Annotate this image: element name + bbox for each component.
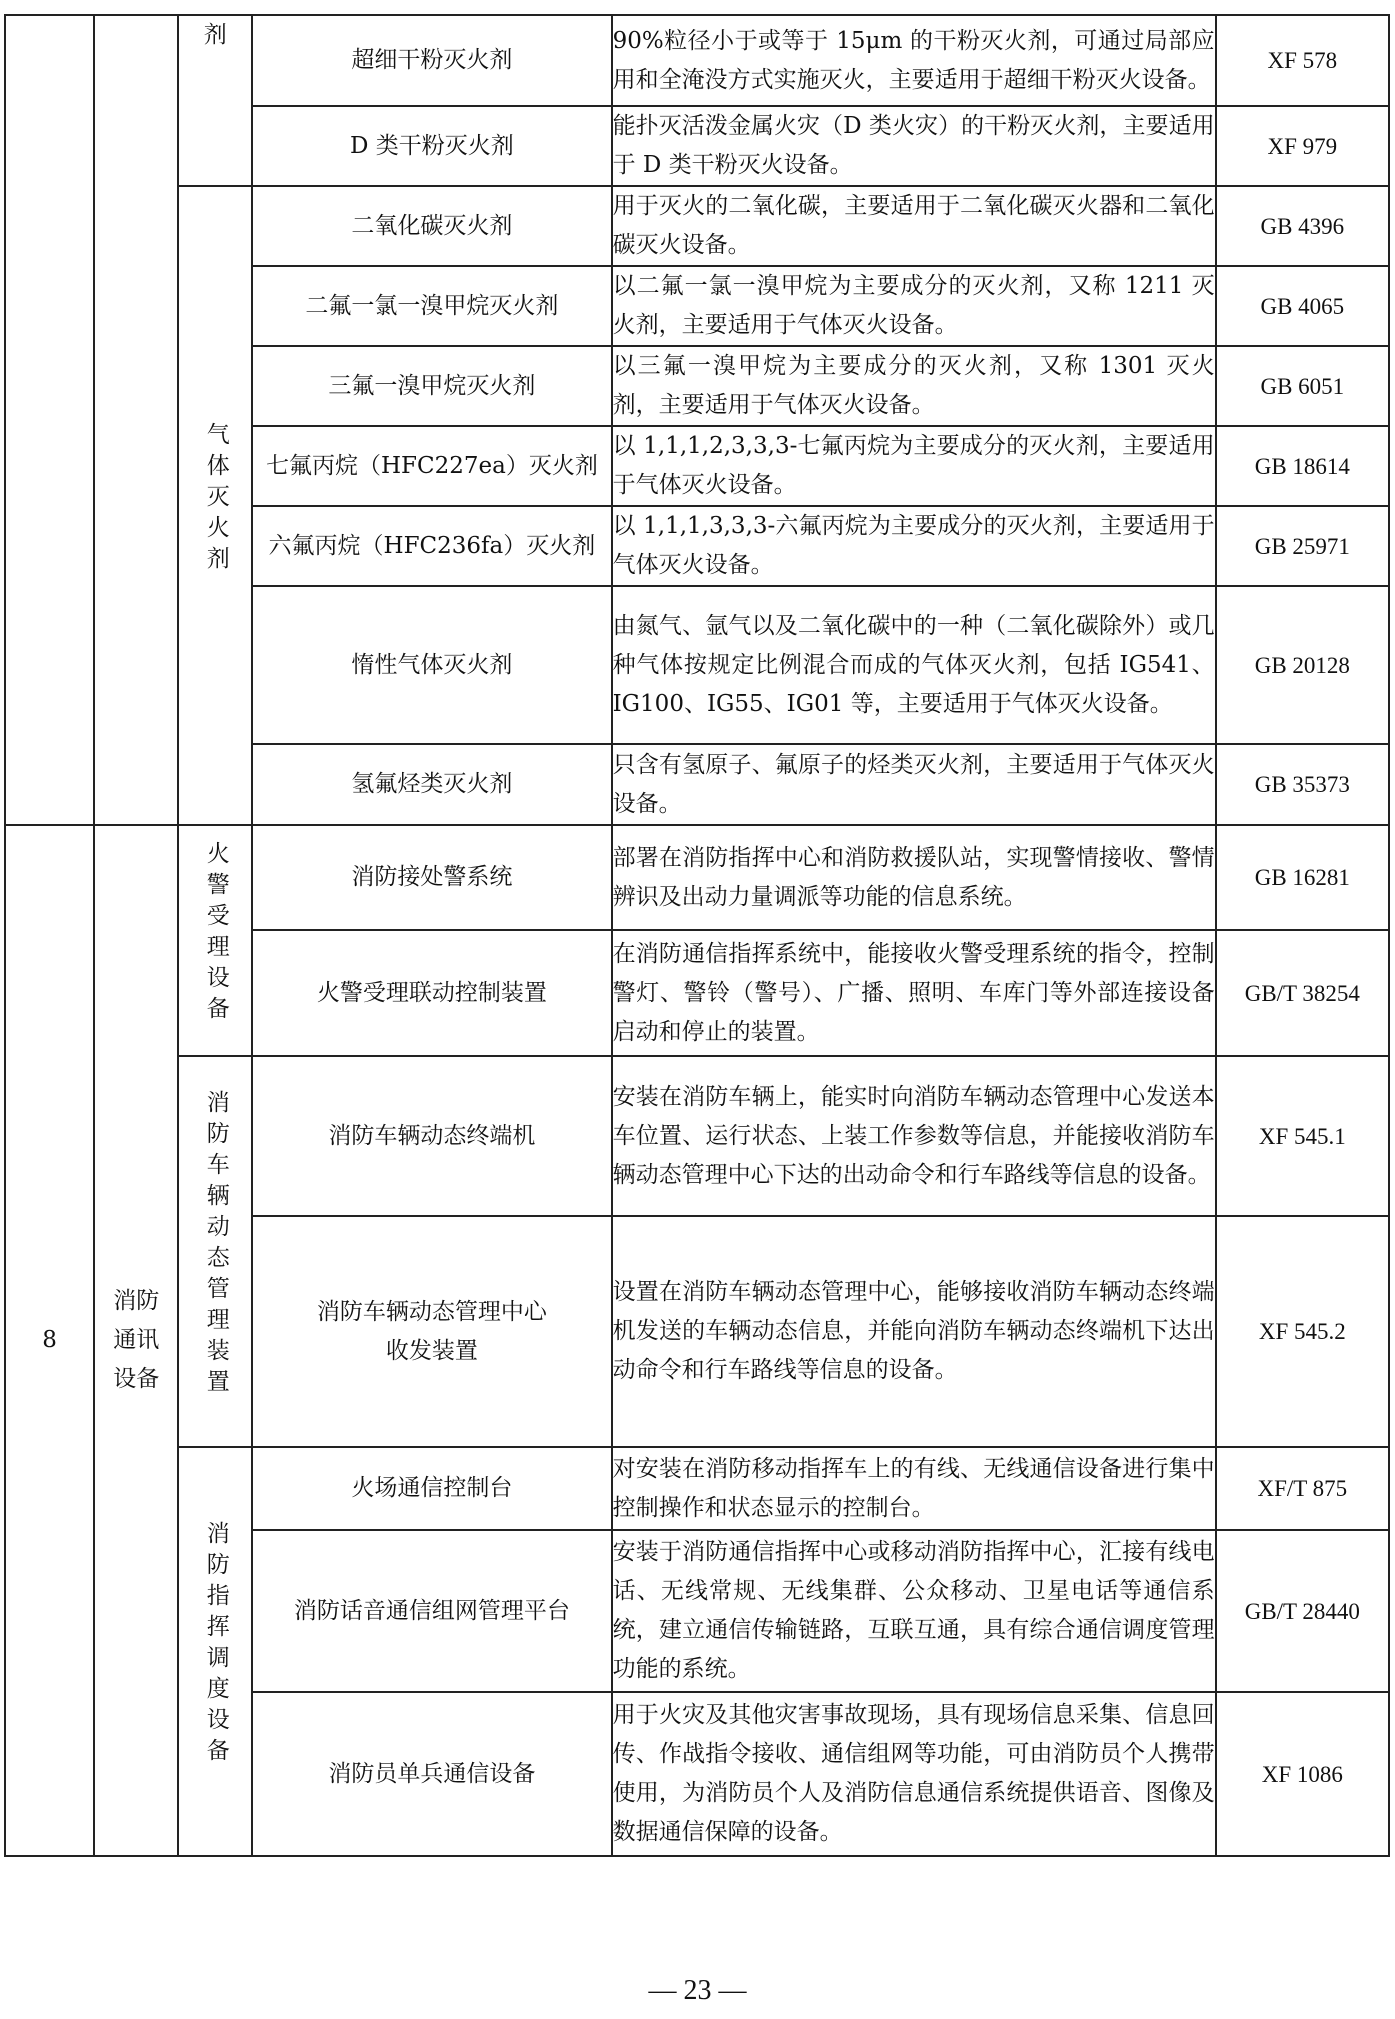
number-cell xyxy=(5,15,94,825)
subcategory-label: 剂 xyxy=(203,22,227,48)
product-name: 火警受理联动控制装置 xyxy=(252,930,611,1056)
standard-code: GB 4065 xyxy=(1216,266,1389,346)
product-description: 用于火灾及其他灾害事故现场，具有现场信息采集、信息回传、作战指令接收、通信组网等功能，可由消防员个人携带使用，为消防员个人及消防信息通信系统提供语音、图像及数据通信保障的设备。 xyxy=(612,1692,1216,1856)
table-row xyxy=(5,825,1389,930)
category-cell xyxy=(94,825,178,1856)
product-name: 消防车辆动态终端机 xyxy=(252,1056,611,1216)
standard-code: XF 578 xyxy=(1216,15,1389,106)
subcategory-label: 气体灭火剂 xyxy=(202,421,229,577)
table-row xyxy=(5,15,1389,106)
standard-code: GB 6051 xyxy=(1216,346,1389,426)
standard-code: GB 4396 xyxy=(1216,186,1389,266)
product-description: 在消防通信指挥系统中，能接收火警受理系统的指令，控制警灯、警铃（警号）、广播、照明、车库门等外部连接设备启动和停止的装置。 xyxy=(612,930,1216,1056)
standard-code: GB 18614 xyxy=(1216,426,1389,506)
product-description: 90%粒径小于或等于 15μm 的干粉灭火剂，可通过局部应用和全淹没方式实施灭火，主要适用于超细干粉灭火设备。 xyxy=(612,15,1216,106)
category-cell xyxy=(94,15,178,825)
table-row xyxy=(5,186,1389,266)
product-name: 惰性气体灭火剂 xyxy=(252,586,611,744)
category-number: 8 xyxy=(42,1327,57,1353)
product-description: 以二氟一氯一溴甲烷为主要成分的灭火剂，又称 1211 灭火剂，主要适用于气体灭火设备。 xyxy=(612,266,1216,346)
standard-code: GB 25971 xyxy=(1216,506,1389,586)
product-name: 氢氟烃类灭火剂 xyxy=(252,744,611,825)
product-description: 安装在消防车辆上，能实时向消防车辆动态管理中心发送本车位置、运行状态、上装工作参数等信息，并能接收消防车辆动态管理中心下达的出动命令和行车路线等信息的设备。 xyxy=(612,1056,1216,1216)
product-name: 二氧化碳灭火剂 xyxy=(252,186,611,266)
subcategory-cell xyxy=(178,1447,252,1856)
product-name: 三氟一溴甲烷灭火剂 xyxy=(252,346,611,426)
subcategory-label: 消防指挥调度设备 xyxy=(202,1521,229,1769)
product-description: 安装于消防通信指挥中心或移动消防指挥中心，汇接有线电话、无线常规、无线集群、公众移动、卫星电话等通信系统，建立通信传输链路，互联互通，具有综合通信调度管理功能的系统。 xyxy=(612,1530,1216,1692)
standard-code: XF 1086 xyxy=(1216,1692,1389,1856)
standard-code: XF 545.1 xyxy=(1216,1056,1389,1216)
standard-code: XF/T 875 xyxy=(1216,1447,1389,1530)
subcategory-cell xyxy=(178,15,252,186)
subcategory-label: 消防车辆动态管理装置 xyxy=(202,1090,229,1400)
product-name: 消防车辆动态管理中心收发装置 xyxy=(252,1216,611,1447)
standard-code: GB 16281 xyxy=(1216,825,1389,930)
product-name: D 类干粉灭火剂 xyxy=(252,106,611,186)
standard-code: GB 20128 xyxy=(1216,586,1389,744)
table-row xyxy=(5,1056,1389,1216)
page-number: — 23 — xyxy=(648,1975,747,2006)
product-description: 以 1,1,1,2,3,3,3-七氟丙烷为主要成分的灭火剂，主要适用于气体灭火设备。 xyxy=(612,426,1216,506)
subcategory-cell xyxy=(178,825,252,1056)
subcategory-cell xyxy=(178,1056,252,1447)
product-name: 超细干粉灭火剂 xyxy=(252,15,611,106)
category-name: 消防通讯设备 xyxy=(113,1288,160,1392)
product-name: 消防话音通信组网管理平台 xyxy=(252,1530,611,1692)
number-cell xyxy=(5,825,94,1856)
standard-code: GB/T 38254 xyxy=(1216,930,1389,1056)
product-description: 对安装在消防移动指挥车上的有线、无线通信设备进行集中控制操作和状态显示的控制台。 xyxy=(612,1447,1216,1530)
standard-code: XF 979 xyxy=(1216,106,1389,186)
product-name: 消防接处警系统 xyxy=(252,825,611,930)
product-name: 六氟丙烷（HFC236fa）灭火剂 xyxy=(252,506,611,586)
subcategory-cell xyxy=(178,186,252,825)
product-description: 只含有氢原子、氟原子的烃类灭火剂，主要适用于气体灭火设备。 xyxy=(612,744,1216,825)
product-description: 以三氟一溴甲烷为主要成分的灭火剂，又称 1301 灭火剂，主要适用于气体灭火设备。 xyxy=(612,346,1216,426)
standard-code: GB 35373 xyxy=(1216,744,1389,825)
standard-code: GB/T 28440 xyxy=(1216,1530,1389,1692)
product-description: 设置在消防车辆动态管理中心，能够接收消防车辆动态终端机发送的车辆动态信息，并能向消防车辆动态终端机下达出动命令和行车路线等信息的设备。 xyxy=(612,1216,1216,1447)
product-name: 火场通信控制台 xyxy=(252,1447,611,1530)
product-description: 能扑灭活泼金属火灾（D 类火灾）的干粉灭火剂，主要适用于 D 类干粉灭火设备。 xyxy=(612,106,1216,186)
standards-table xyxy=(4,14,1390,1857)
product-description: 由氮气、氩气以及二氧化碳中的一种（二氧化碳除外）或几种气体按规定比例混合而成的气体灭火剂，包括 IG541、IG100、IG55、IG01 等，主要适用于气体灭火设备。 xyxy=(612,586,1216,744)
product-name: 二氟一氯一溴甲烷灭火剂 xyxy=(252,266,611,346)
product-description: 以 1,1,1,3,3,3-六氟丙烷为主要成分的灭火剂，主要适用于气体灭火设备。 xyxy=(612,506,1216,586)
table-row xyxy=(5,1447,1389,1530)
product-name: 消防员单兵通信设备 xyxy=(252,1692,611,1856)
product-name: 七氟丙烷（HFC227ea）灭火剂 xyxy=(252,426,611,506)
standard-code: XF 545.2 xyxy=(1216,1216,1389,1447)
subcategory-label: 火警受理设备 xyxy=(202,841,229,1027)
product-description: 部署在消防指挥中心和消防救援队站，实现警情接收、警情辨识及出动力量调派等功能的信息系统。 xyxy=(612,825,1216,930)
product-description: 用于灭火的二氧化碳，主要适用于二氧化碳灭火器和二氧化碳灭火设备。 xyxy=(612,186,1216,266)
